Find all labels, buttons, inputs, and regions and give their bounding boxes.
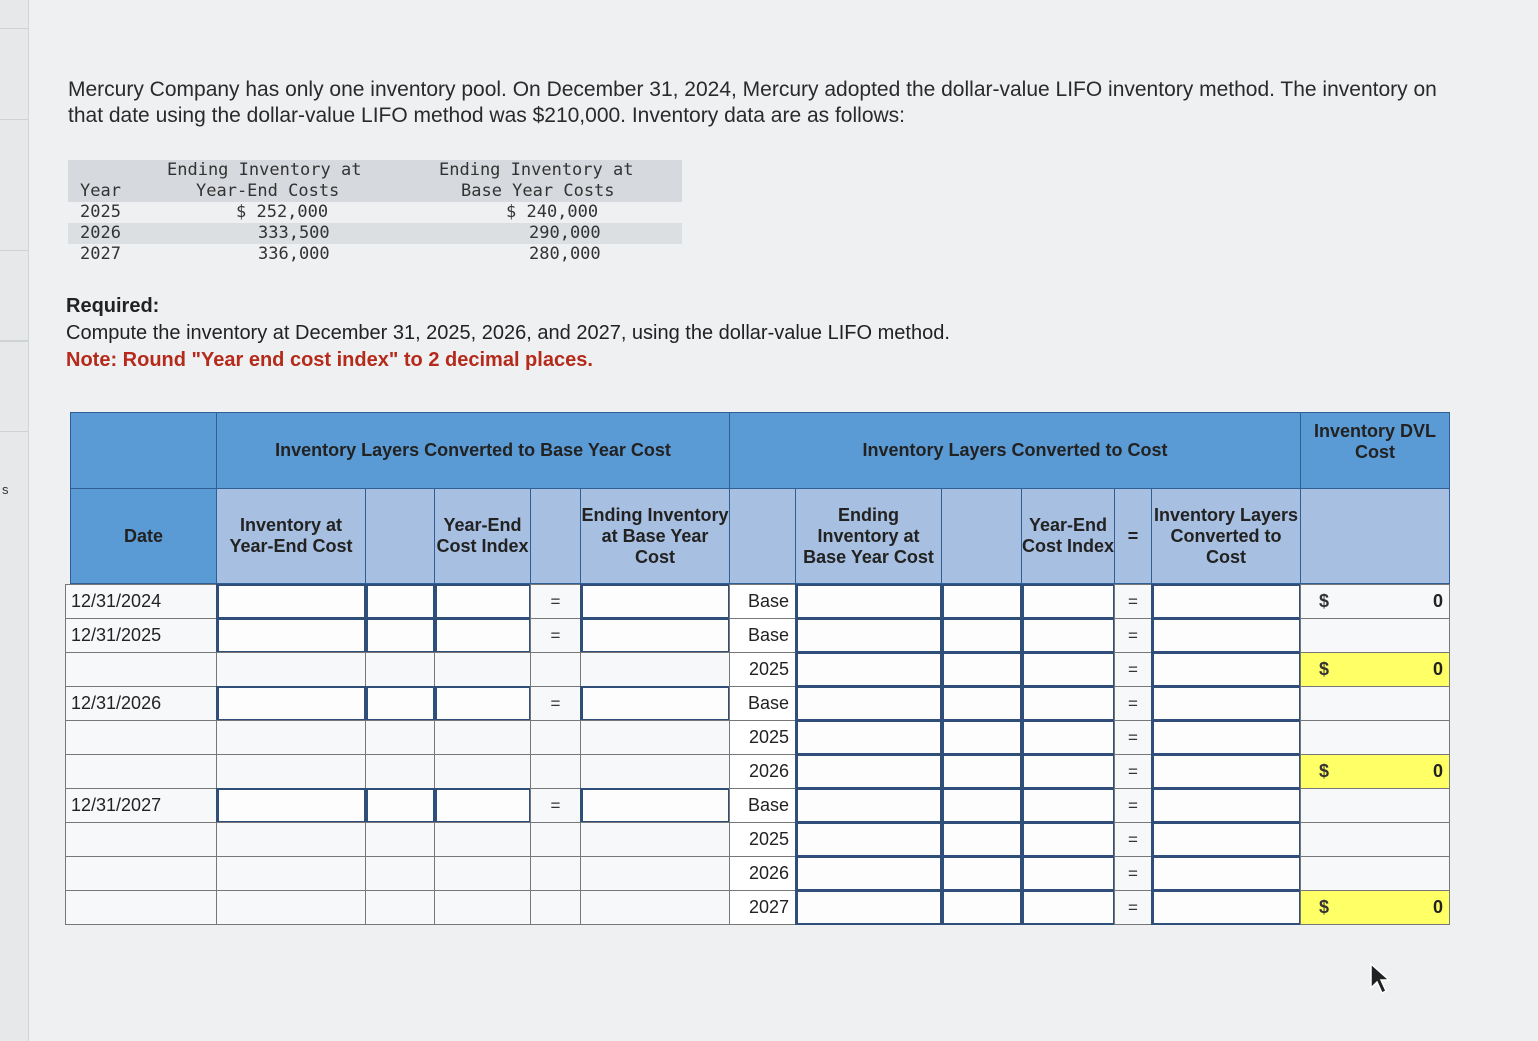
input-idx2[interactable] [1021,652,1115,687]
input-inv[interactable] [216,788,366,823]
dvl-total-value: 0 [1432,761,1443,781]
input-lc[interactable] [1151,788,1301,823]
layer-year-text: 2025 [748,829,789,849]
col-date-header: Date [70,488,217,584]
input-mul[interactable] [941,686,1022,721]
grid-cell [434,652,531,687]
input-eib[interactable] [580,584,730,619]
grid-cell [1300,788,1450,823]
input-mul[interactable] [941,822,1022,857]
grid-cell [580,652,730,687]
equals-text: = [550,625,561,645]
grid-cell [216,754,366,789]
input-idx[interactable] [434,788,531,823]
input-mul[interactable] [941,754,1022,789]
equals-text: = [1128,761,1138,781]
layer-year-label [729,822,796,857]
input-eib[interactable] [580,618,730,653]
grid-cell [1300,822,1450,857]
panel-divider [0,250,28,342]
input-div[interactable] [365,618,435,653]
input-idx2[interactable] [1021,584,1115,619]
grid-cell [580,822,730,857]
grid-cell [216,822,366,857]
grid-cell [365,652,435,687]
date-label: 12/31/2024 [71,591,162,611]
equals-sign [530,686,581,721]
col-ending-base2-header: Ending Inventory at Base Year Cost [795,488,942,584]
dvl-total [1300,890,1450,925]
layer-year-text: 2027 [748,897,789,917]
layer-year-text: 2025 [748,727,789,747]
equals-text: = [1128,591,1138,611]
data-yearend-value: 333,500 [258,223,330,243]
left-panel-edge [0,0,29,1041]
equals-sign [1114,618,1152,653]
grid-cell [65,754,217,789]
col-divide-header [365,488,435,584]
grid-cell [65,890,217,925]
grid-cell [530,754,581,789]
equals-text: = [1128,897,1138,917]
col-inv-yearend-header: Inventory at Year-End Cost [216,488,366,584]
grid-cell [530,822,581,857]
layer-year-label [729,686,796,721]
col-ending-base-header: Ending Inventory at Base Year Cost [580,488,730,584]
grid-cell [580,856,730,891]
input-eib[interactable] [580,788,730,823]
col-yearend-index-header: Year-End Cost Index [434,488,531,584]
grid-cell [1300,856,1450,891]
input-idx2[interactable] [1021,686,1115,721]
input-idx[interactable] [434,618,531,653]
input-lc[interactable] [1151,856,1301,891]
equals-text: = [1128,693,1138,713]
col-layer-header [729,488,796,584]
layer-year-text: Base [747,591,789,611]
dvl-total-value: 0 [1432,591,1443,611]
equals-text: = [550,693,561,713]
input-idx[interactable] [434,686,531,721]
input-inv[interactable] [216,584,366,619]
grid-cell [530,856,581,891]
dvl-worksheet [60,410,1456,926]
layer-year-label [729,584,796,619]
col-dvl-blank-header [1300,488,1450,584]
layer-year-text: 2026 [748,863,789,883]
input-lc[interactable] [1151,754,1301,789]
input-eib2[interactable] [795,618,942,653]
grid-cell [434,720,531,755]
layer-year-label [729,720,796,755]
dvl-total-value: 0 [1432,659,1443,679]
grid-cell [580,890,730,925]
input-idx2[interactable] [1021,822,1115,857]
input-idx2[interactable] [1021,788,1115,823]
equals-text: = [1128,659,1138,679]
equals-text: = [1128,829,1138,849]
required-section [66,293,950,374]
data-yearend-value: 336,000 [258,244,330,264]
grid-cell [216,720,366,755]
date-label: 12/31/2026 [71,693,162,713]
grid-cell [434,856,531,891]
layer-year-label [729,618,796,653]
grid-cell [580,754,730,789]
group-base-header: Inventory Layers Converted to Base Year Cost [216,412,730,489]
layer-year-label [729,754,796,789]
input-idx2[interactable] [1021,720,1115,755]
input-eib2[interactable] [795,720,942,755]
input-div[interactable] [365,788,435,823]
grid-cell [216,890,366,925]
input-eib2[interactable] [795,822,942,857]
grid-cell [434,754,531,789]
equals-sign [1114,890,1152,925]
grid-cell [365,890,435,925]
panel-divider [0,28,28,120]
equals-sign [530,788,581,823]
input-eib2[interactable] [795,686,942,721]
dollar-sign: $ [1319,591,1330,611]
input-eib2[interactable] [795,584,942,619]
input-eib2[interactable] [795,788,942,823]
input-lc[interactable] [1151,720,1301,755]
panel-divider [0,340,28,432]
layer-year-label [729,652,796,687]
input-mul[interactable] [941,788,1022,823]
grid-cell [580,720,730,755]
equals-sign [1114,652,1152,687]
input-eib[interactable] [580,686,730,721]
input-lc[interactable] [1151,584,1301,619]
equals-sign [1114,720,1152,755]
dollar-sign: $ [1319,761,1330,781]
col-eq-header [530,488,581,584]
dvl-total [1300,652,1450,687]
data-year: 2026 [80,223,121,243]
equals-text: = [1128,795,1138,815]
required-text: Compute the inventory at December 31, 2025, 2026, and 2027, using the dollar-value LIFO method. [66,322,950,344]
layer-year-text: Base [747,625,789,645]
input-lc[interactable] [1151,822,1301,857]
grid-cell [530,652,581,687]
input-mul[interactable] [941,618,1022,653]
grid-cell [65,822,217,857]
blank-group-header [70,412,217,489]
grid-cell [530,720,581,755]
equals-text: = [550,591,561,611]
input-div[interactable] [365,686,435,721]
equals-text: = [550,795,561,815]
input-div[interactable] [365,584,435,619]
dollar-sign: $ [1319,897,1330,917]
group-cost-header: Inventory Layers Converted to Cost [729,412,1301,489]
grid-cell [65,652,217,687]
grid-cell [434,822,531,857]
layer-year-text: 2025 [748,659,789,679]
grid-cell [1300,618,1450,653]
col-yearend-index2-header: Year-End Cost Index [1021,488,1115,584]
rounding-note: Note: Round "Year end cost index" to 2 decimal places. [66,349,593,371]
equals-sign [1114,754,1152,789]
input-mul[interactable] [941,720,1022,755]
required-label: Required: [66,295,160,317]
col-times-header [941,488,1022,584]
equals-sign [1114,584,1152,619]
grid-cell [434,890,531,925]
grid-cell [216,652,366,687]
equals-sign [1114,822,1152,857]
grid-cell [1300,686,1450,721]
grid-cell [65,720,217,755]
input-inv[interactable] [216,686,366,721]
input-idx[interactable] [434,584,531,619]
grid-cell [365,754,435,789]
input-lc[interactable] [1151,686,1301,721]
input-eib2[interactable] [795,856,942,891]
side-fragment: s [2,482,9,497]
grid-cell [65,856,217,891]
mouse-pointer-icon [1368,962,1394,1001]
data-yearend-value: $ 252,000 [236,202,329,222]
layer-year-label [729,788,796,823]
col-yearend-header: Ending Inventory at [167,160,362,180]
input-mul[interactable] [941,856,1022,891]
grid-cell [65,686,217,721]
intro-text: Mercury Company has only one inventory pool. On December 31, 2024, Mercury adopted the dollar-value LIFO inventory method. The inventory on that date using the dollar-value LIFO method was $210,000. Inventory data are as follows: [68,78,1437,127]
group-dvl-header: Inventory DVL Cost [1300,412,1450,489]
input-mul[interactable] [941,890,1022,925]
data-base-value: $ 240,000 [506,202,599,222]
col-yearend-header: Year-End Costs [196,181,340,201]
input-lc[interactable] [1151,652,1301,687]
equals-text: = [1128,863,1138,883]
data-base-value: 290,000 [529,223,601,243]
col-year-header: Year [80,181,121,201]
grid-cell [365,822,435,857]
input-mul[interactable] [941,584,1022,619]
data-year: 2027 [80,244,121,264]
input-lc[interactable] [1151,890,1301,925]
input-idx2[interactable] [1021,890,1115,925]
layer-year-text: Base [747,693,789,713]
date-label: 12/31/2025 [71,625,162,645]
date-label: 12/31/2027 [71,795,162,815]
col-base-header: Base Year Costs [461,181,615,201]
grid-cell [365,856,435,891]
input-inv[interactable] [216,618,366,653]
problem-intro [68,77,1468,129]
data-year: 2025 [80,202,121,222]
input-idx2[interactable] [1021,618,1115,653]
equals-sign [530,584,581,619]
data-base-value: 280,000 [529,244,601,264]
grid-cell [1300,720,1450,755]
col-layers-cost-header: Inventory Layers Converted to Cost [1151,488,1301,584]
dvl-total [1300,584,1450,619]
equals-sign [1114,686,1152,721]
input-idx2[interactable] [1021,856,1115,891]
equals-sign [1114,788,1152,823]
equals-sign [530,618,581,653]
input-idx2[interactable] [1021,754,1115,789]
grid-cell [365,720,435,755]
layer-year-text: Base [747,795,789,815]
dvl-total [1300,754,1450,789]
grid-cell [65,618,217,653]
input-eib2[interactable] [795,652,942,687]
grid-cell [65,584,217,619]
layer-year-label [729,890,796,925]
equals-text: = [1128,625,1138,645]
col-base-header: Ending Inventory at [439,160,634,180]
dollar-sign: $ [1319,659,1330,679]
layer-year-label [729,856,796,891]
input-mul[interactable] [941,652,1022,687]
grid-cell [530,890,581,925]
layer-year-text: 2026 [748,761,789,781]
dvl-total-value: 0 [1432,897,1443,917]
input-eib2[interactable] [795,890,942,925]
equals-sign [1114,856,1152,891]
equals-text: = [1128,727,1138,747]
col-eq2-header: = [1114,488,1152,584]
grid-cell [65,788,217,823]
input-lc[interactable] [1151,618,1301,653]
grid-cell [216,856,366,891]
input-eib2[interactable] [795,754,942,789]
